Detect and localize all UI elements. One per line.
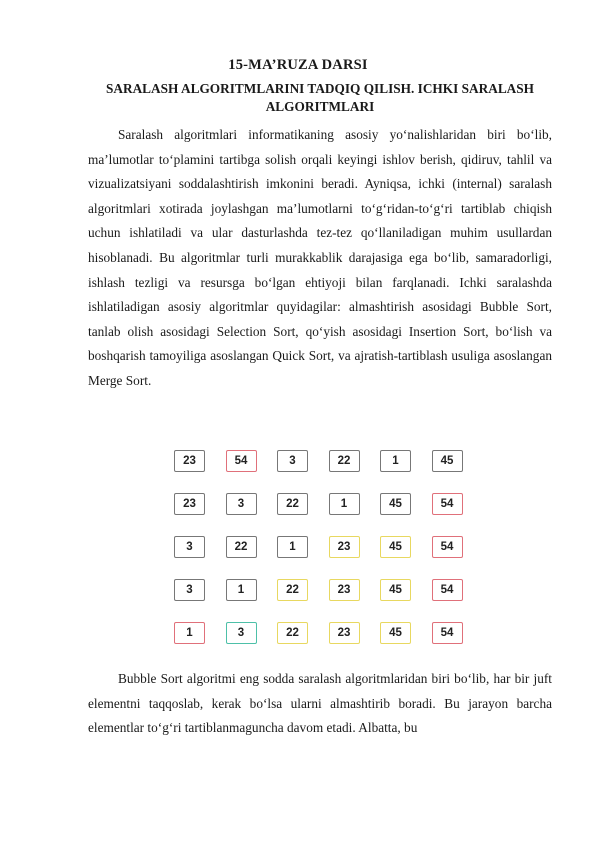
array-cell: 1 [329, 493, 360, 515]
bubble-sort-figure [170, 450, 470, 660]
array-cell: 22 [277, 622, 308, 644]
array-cell: 1 [380, 450, 411, 472]
array-cell: 54 [432, 579, 463, 601]
array-cell: 1 [174, 622, 205, 644]
array-cell: 1 [277, 536, 308, 558]
lecture-subtitle: SARALASH ALGORITMLARINI TADQIQ QILISH. ICHKI SARALASH ALGORITMLARI [105, 81, 535, 114]
array-cell: 22 [226, 536, 257, 558]
array-cell: 45 [380, 622, 411, 644]
array-cell: 23 [174, 450, 205, 472]
array-cell: 45 [380, 579, 411, 601]
lecture-title: 15-MA’RUZA DARSI [228, 57, 368, 73]
array-cell: 3 [174, 579, 205, 601]
array-cell: 22 [277, 493, 308, 515]
array-cell: 22 [277, 579, 308, 601]
array-cell: 22 [329, 450, 360, 472]
array-cell: 23 [174, 493, 205, 515]
array-cell: 3 [174, 536, 205, 558]
array-cell: 3 [226, 622, 257, 644]
intro-paragraph: Saralash algoritmlari informatikaning asosiy yoʻnalishlaridan biri boʻlib, ma’lumotlar toʻplamini tartibga solish orqali keyingi ishlov berish, qidiruv, tahlil va vizualizatsiyani soddalashtirish imkonini beradi. Ayniqsa, ichki (internal) saralash algoritmlari xotirada joylashgan ma’lumotlarni toʻgʻridan-toʻgʻri tartiblab chiqish uchun ishlatiladi va ular dasturlashda tez-tez qoʻllaniladigan muhim usullardan hisoblanadi. Bu algoritmlar turli murakkablik darajasiga ega boʻlib, samaradorligi, ishlash tezligi va resursga boʻlgan ehtiyoji bilan farqlanadi. Ichki saralashda ishlatiladigan asosiy algoritmlar quyidagilar: almashtirish asosidagi Bubble Sort, tanlab olish asosidagi Selection Sort, qoʻyish asosidagi Insertion Sort, boʻlish va boshqarish tamoyiliga asoslangan Quick Sort, va ajratish-tartiblash usuliga asoslangan Merge Sort. [88, 127, 552, 388]
array-cell: 54 [432, 493, 463, 515]
array-cell: 23 [329, 579, 360, 601]
array-cell: 45 [380, 493, 411, 515]
array-cell: 3 [226, 493, 257, 515]
array-cell: 3 [277, 450, 308, 472]
array-cell: 23 [329, 622, 360, 644]
array-cell: 1 [226, 579, 257, 601]
array-cell: 45 [432, 450, 463, 472]
bubble-sort-paragraph: Bubble Sort algoritmi eng sodda saralash algoritmlaridan biri boʻlib, har bir juft elementni taqqoslab, kerak boʻlsa ularni almashtirib boradi. Bu jarayon barcha elementlar toʻgʻri tartiblanmaguncha davom etadi. Albatta, bu [88, 671, 552, 736]
array-cell: 54 [226, 450, 257, 472]
array-cell: 54 [432, 622, 463, 644]
array-cell: 54 [432, 536, 463, 558]
array-cell: 45 [380, 536, 411, 558]
array-cell: 23 [329, 536, 360, 558]
